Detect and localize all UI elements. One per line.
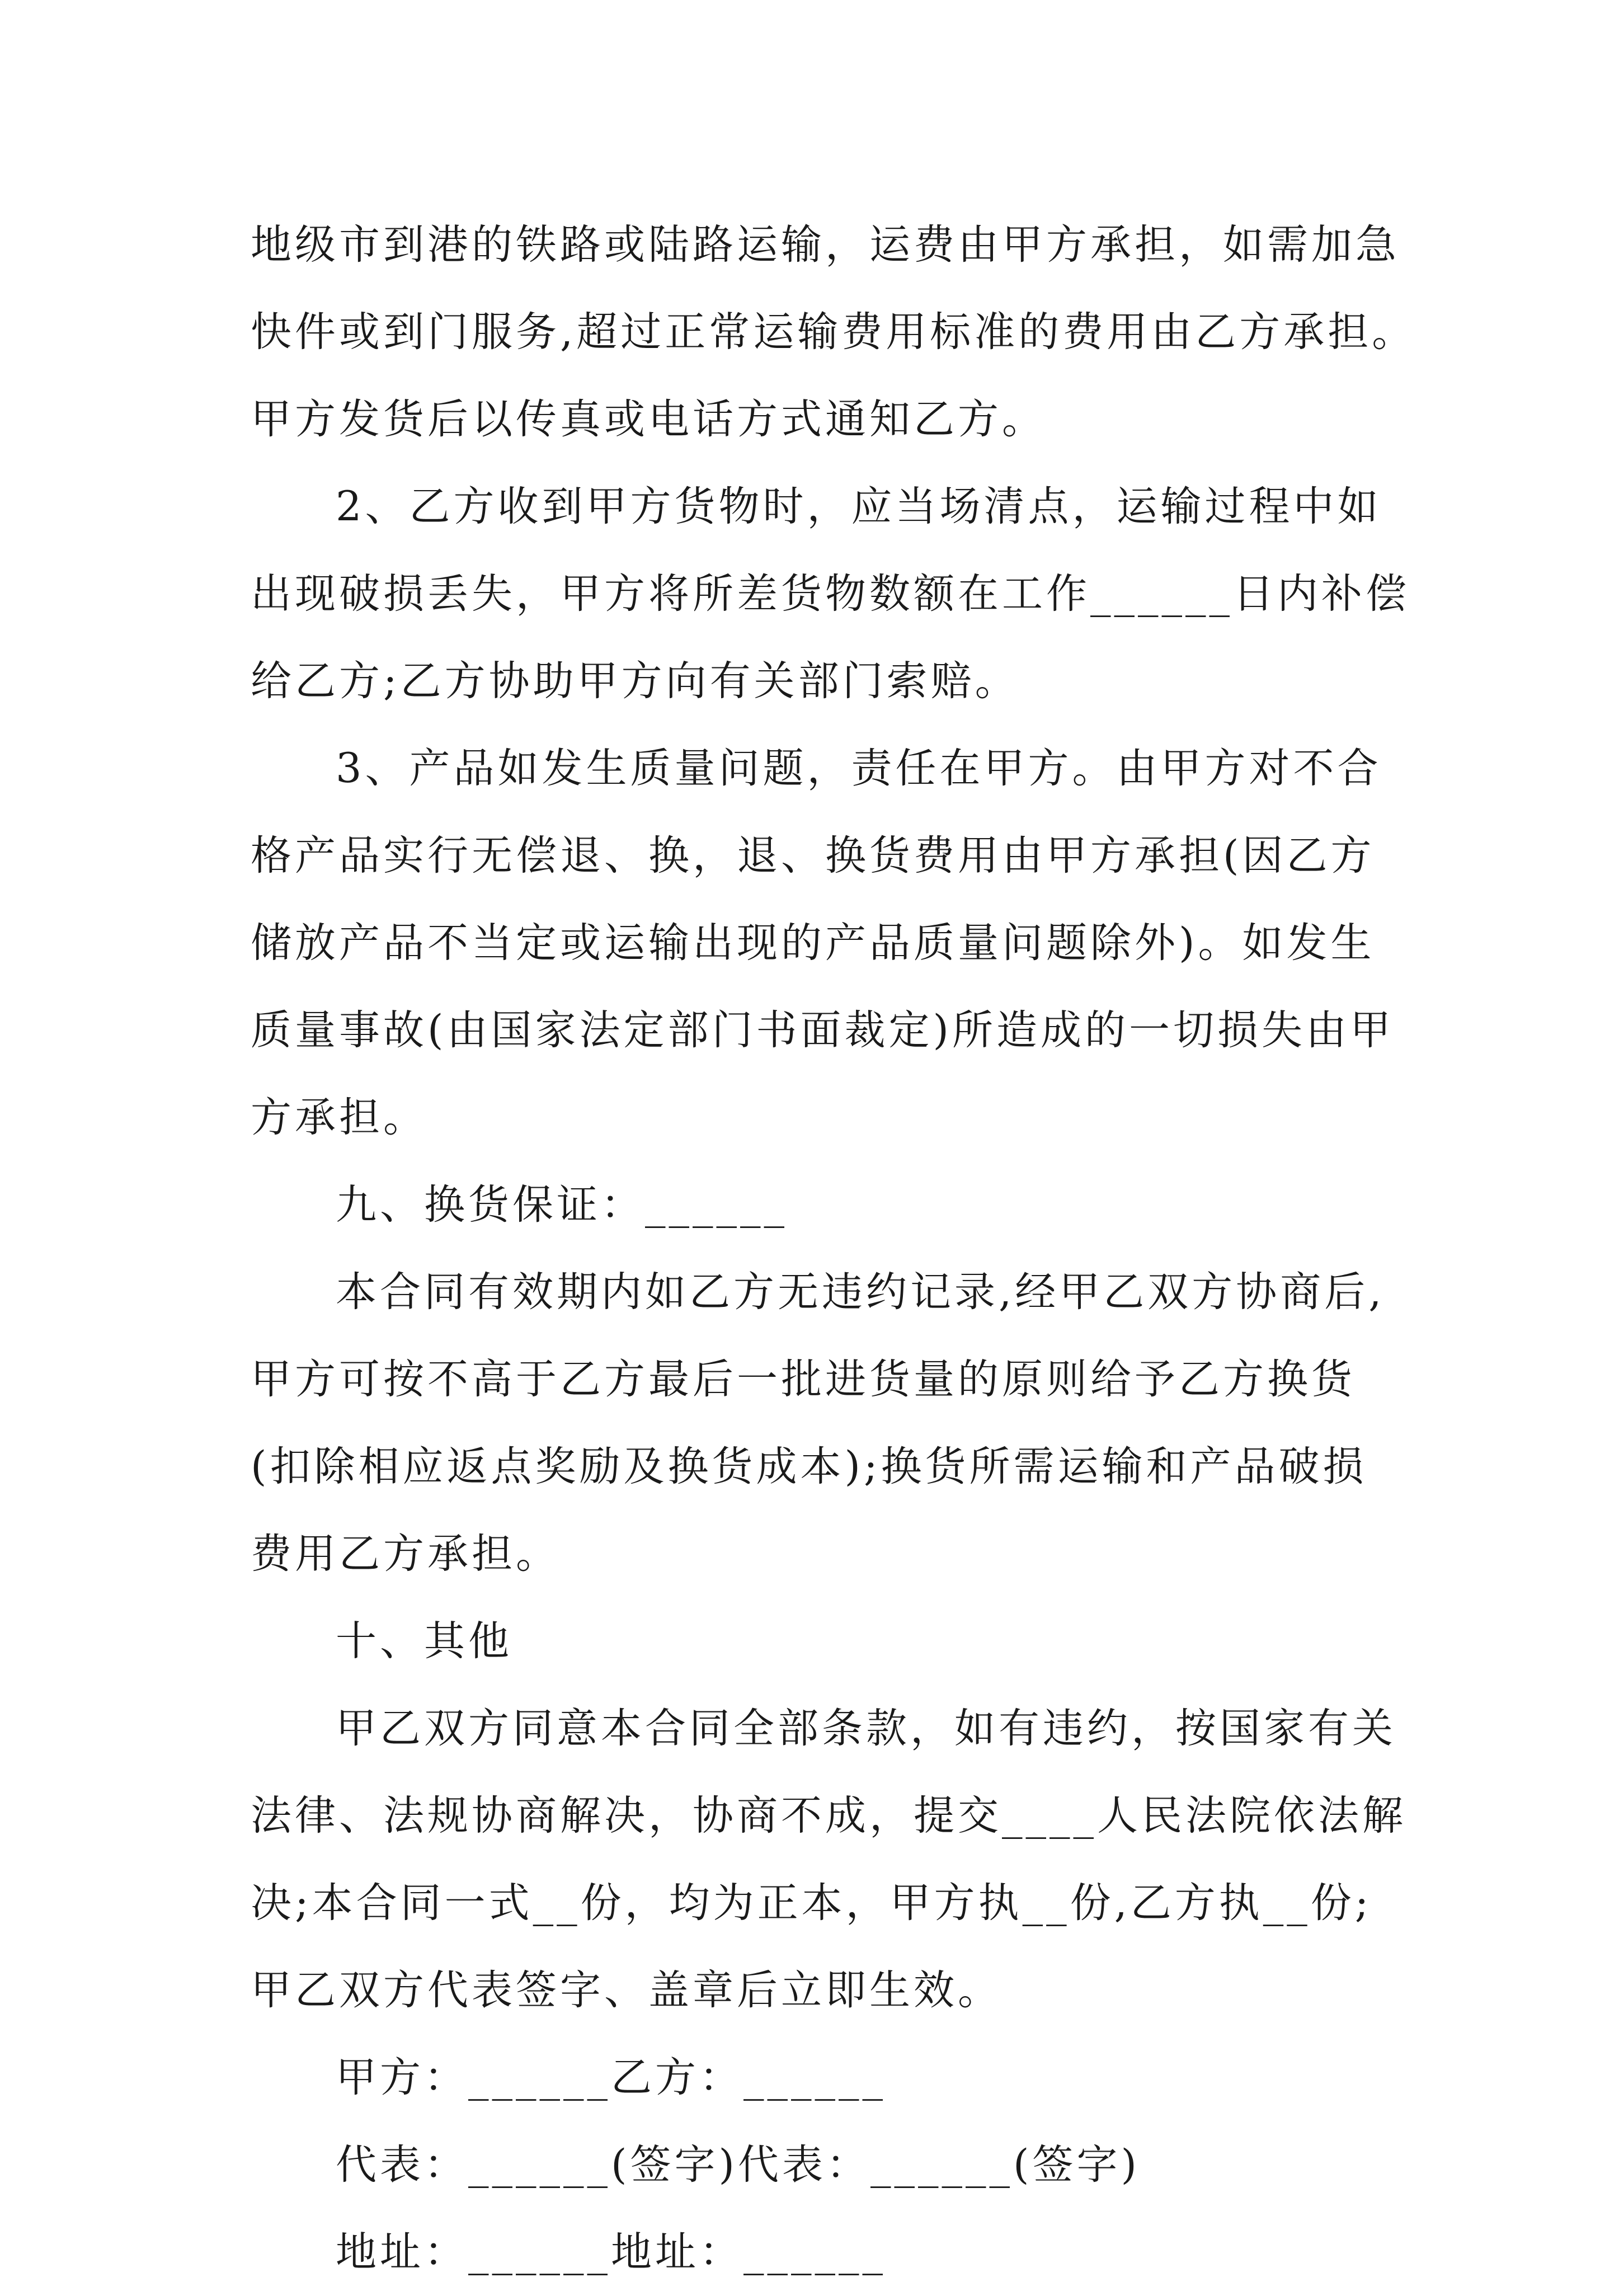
text-line: 甲乙双方同意本合同全部条款，如有违约，按国家有关 bbox=[336, 1705, 1396, 1752]
text-line: 地址：______地址：______ bbox=[336, 2228, 886, 2276]
text-line: 九、换货保证：______ bbox=[336, 1181, 788, 1229]
text-line: 甲方可按不高于乙方最后一批进货量的原则给予乙方换货 bbox=[251, 1356, 1356, 1403]
text-line: 储放产品不当定或运输出现的产品质量问题除外)。如发生 bbox=[251, 919, 1375, 967]
text-line: 代表：______(签字)代表：______(签字) bbox=[336, 2141, 1140, 2189]
text-line: (扣除相应返点奖励及换货成本);换货所需运输和产品破损 bbox=[251, 1443, 1367, 1490]
text-line: 快件或到门服务,超过正常运输费用标准的费用由乙方承担。 bbox=[251, 308, 1416, 356]
text-line: 决;本合同一式__份，均为正本，甲方执__份,乙方执__份; bbox=[251, 1879, 1372, 1927]
text-line: 费用乙方承担。 bbox=[251, 1530, 560, 1578]
text-line: 给乙方;乙方协助甲方向有关部门索赔。 bbox=[251, 657, 1019, 705]
text-line: 十、其他 bbox=[336, 1617, 512, 1665]
text-line: 方承担。 bbox=[251, 1094, 427, 1141]
text-line: 出现破损丢失，甲方将所差货物数额在工作______日内补偿 bbox=[251, 570, 1410, 618]
contract-body bbox=[251, 201, 1414, 2296]
text-line: 2、乙方收到甲方货物时，应当场清点，运输过程中如 bbox=[336, 483, 1382, 530]
text-line: 甲乙双方代表签字、盖章后立即生效。 bbox=[251, 1966, 1002, 2014]
text-line: 格产品实行无偿退、换，退、换货费用由甲方承担(因乙方 bbox=[251, 832, 1375, 879]
text-line: 法律、法规协商解决，协商不成，提交____人民法院依法解 bbox=[251, 1792, 1406, 1839]
text-line: 本合同有效期内如乙方无违约记录,经甲乙双方协商后, bbox=[336, 1268, 1385, 1316]
text-line: 甲方：______乙方：______ bbox=[336, 2054, 886, 2101]
text-line: 3、产品如发生质量问题，责任在甲方。由甲方对不合 bbox=[336, 745, 1382, 792]
text-line: 甲方发货后以传真或电话方式通知乙方。 bbox=[251, 396, 1046, 443]
text-line: 质量事故(由国家法定部门书面裁定)所造成的一切损失由甲 bbox=[251, 1006, 1394, 1054]
text-line: 地级市到港的铁路或陆路运输，运费由甲方承担，如需加急 bbox=[251, 221, 1400, 269]
